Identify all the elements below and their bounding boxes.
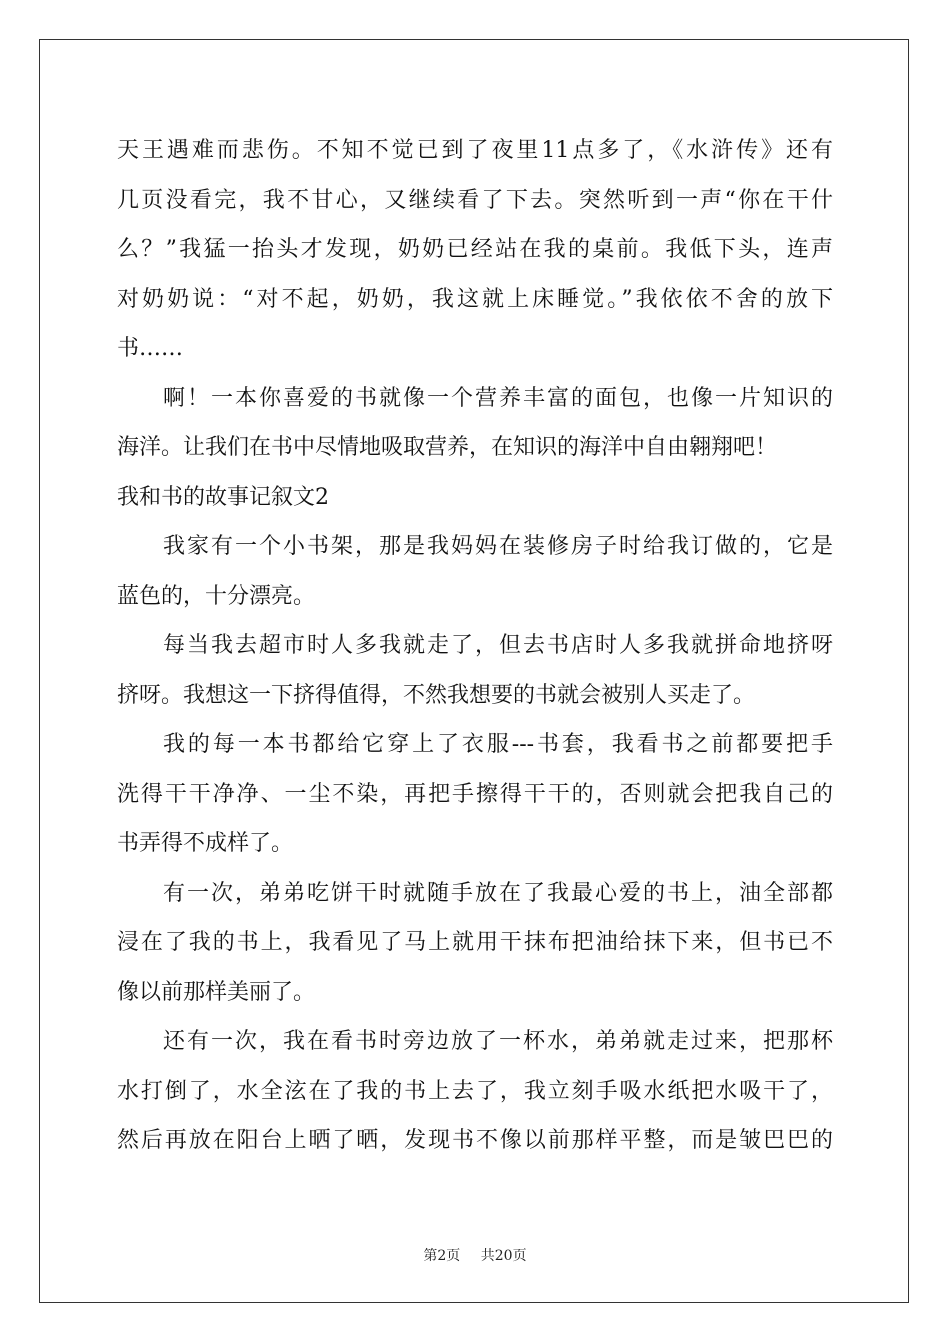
document-body (117, 126, 833, 1166)
text-line: 蓝色的，十分漂亮。 (117, 583, 316, 609)
text-line: 洗得干干净净、一尘不染，再把手擦得干干的，否则就会把我自己的 (117, 781, 833, 807)
text-line: 啊！一本你喜爱的书就像一个营养丰富的面包，也像一片知识的 (163, 385, 833, 411)
page-footer (0, 1245, 950, 1265)
text-line: 有一次，弟弟吃饼干时就随手放在了我最心爱的书上，油全部都 (163, 880, 833, 906)
text-line: 水打倒了，水全泫在了我的书上去了，我立刻手吸水纸把水吸干了， (117, 1078, 833, 1104)
text-line: 我的每一本书都给它穿上了衣服---书套，我看书之前都要把手 (163, 732, 833, 757)
text-line: 书…… (117, 336, 184, 361)
page-number: 第2页 (423, 1248, 461, 1264)
text-line: 像以前那样美丽了。 (117, 979, 316, 1005)
text-line: 么？”我猛一抬头才发现，奶奶已经站在我的桌前。我低下头，连声 (117, 237, 833, 262)
text-line: 然后再放在阳台上晒了晒，发现书不像以前那样平整，而是皱巴巴的 (117, 1128, 833, 1153)
text-line: 每当我去超市时人多我就走了，但去书店时人多我就拼命地挤呀 (163, 633, 833, 658)
text-line: 还有一次，我在看书时旁边放了一杯水，弟弟就走过来，把那杯 (163, 1029, 833, 1054)
text-line: 海洋。让我们在书中尽情地吸取营养，在知识的海洋中自由翱翔吧！ (117, 435, 778, 460)
text-line: 书弄得不成样了。 (117, 831, 294, 856)
text-line: 挤呀。我想这一下挤得值得，不然我想要的书就会被别人买走了。 (117, 682, 756, 708)
text-line: 天王遇难而悲伤。不知不觉已到了夜里11点多了，《水浒传》还有 (117, 138, 833, 163)
text-line: 我家有一个小书架，那是我妈妈在装修房子时给我订做的，它是 (163, 534, 833, 559)
section-heading: 我和书的故事记叙文2 (117, 484, 329, 510)
text-line: 浸在了我的书上，我看见了马上就用干抹布把油给抹下来，但书已不 (117, 930, 833, 955)
text-line: 对奶奶说：“对不起，奶奶，我这就上床睡觉。”我依依不舍的放下 (117, 286, 833, 312)
total-pages: 共20页 (480, 1248, 527, 1264)
text-line: 几页没看完，我不甘心，又继续看了下去。突然听到一声“你在干什 (117, 187, 833, 213)
